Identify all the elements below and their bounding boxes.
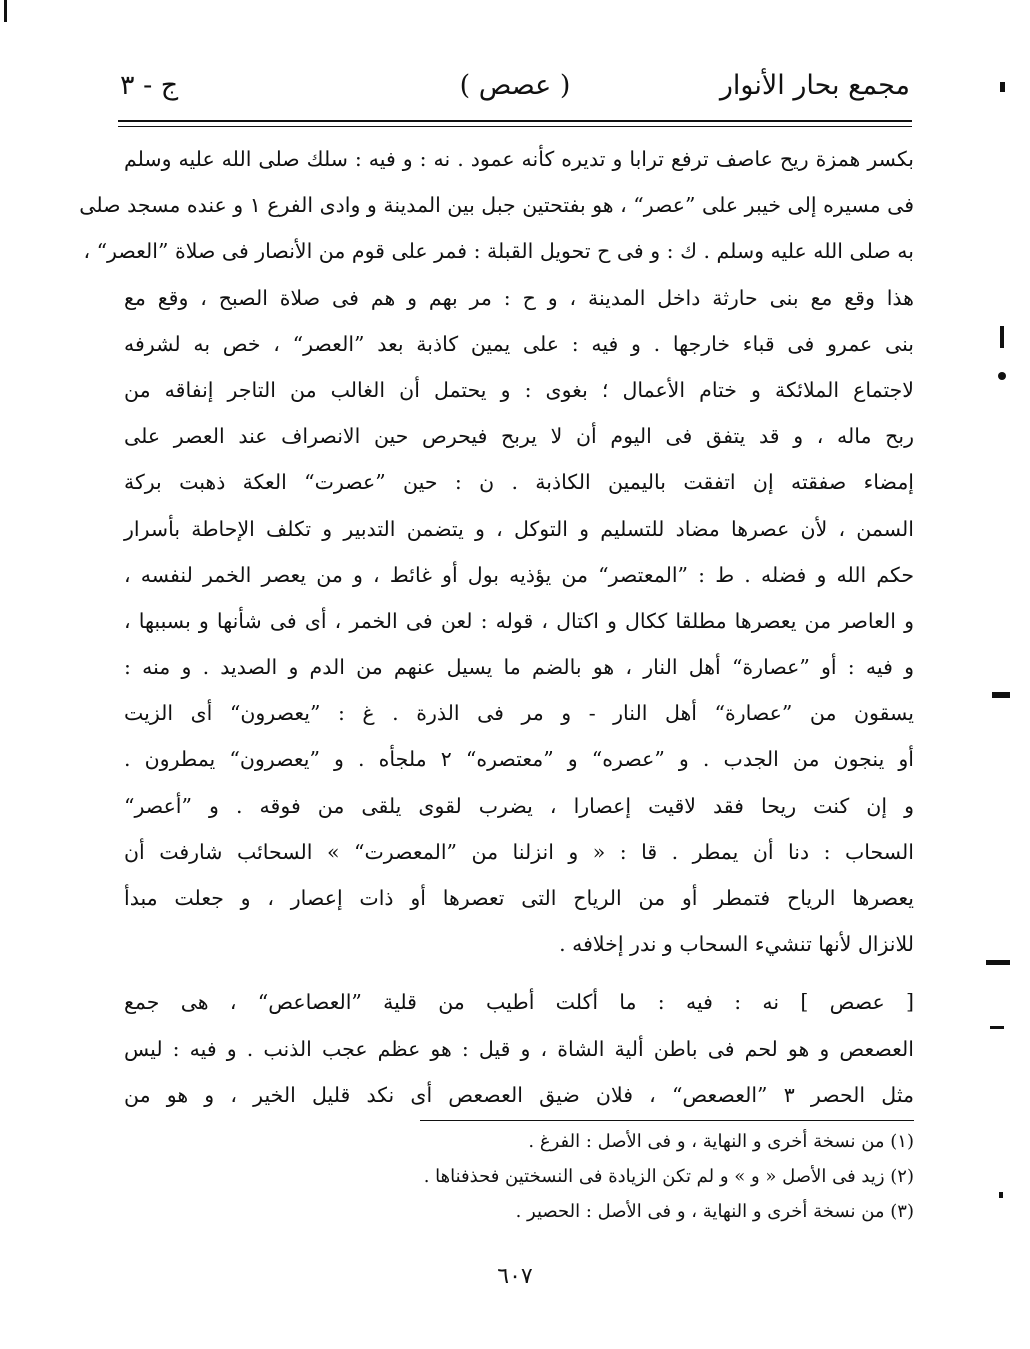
text-line: هذا وقع مع بنى حارثة داخل المدينة ، و ح : مر بهم و هم فى صلاة الصبح ، وقع مع [124, 285, 914, 310]
scan-edge-mark [1000, 82, 1005, 92]
scan-edge-mark [992, 692, 1010, 698]
text-line: بنى عمرو فى قباء خارجها . و فيه : على يمين كاذبة بعد ”العصر“ ، خص به لشرفه [124, 331, 914, 356]
entry-gap [124, 967, 914, 979]
entry-word-header: ( عصص ) [459, 70, 571, 101]
scan-edge-mark [990, 1026, 1004, 1029]
text-line: أو ينجون من الجدب . و ”عصره“ و ”معتصره“ ٢ ملجأه . و ”يعصرون“ يمطرون . [124, 747, 915, 772]
text-line: يعصرها الرياح فتمطر أو من الرياح التى تعصرها أو ذات إعصار ، و جعلت مبدأ [124, 886, 914, 910]
footnotes [414, 1124, 914, 1229]
text-line: به صلى الله عليه وسلم . ك : و فى ح تحويل القبلة : فمر على قوم من الأنصار فى صلاة ”العصر“ ، [83, 239, 914, 264]
text-line: بكسر همزة ريح عاصف ترفع ترابا و تديره كأنه عمود . نه : و فيه : سلك صلى الله عليه وسلم [124, 147, 914, 171]
main-text [79, 136, 915, 1118]
scan-edge-mark [999, 1192, 1003, 1198]
text-line: السحاب : دنا أن يمطر . قا : « و انزلنا من ”المعصرت“ » السحائب شارفت أن [124, 839, 914, 864]
entry-line: [ عصص ] نه : فيه : ما أكلت أطيب من قلية ”العصاعص“ ، هى جمع [124, 990, 914, 1015]
text-line: و فيه : أو ”عصارة“ أهل النار ، هو بالضم ما يسيل عنهم من الدم و الصديد . و منه : [124, 655, 914, 680]
entry-line: العصعص و هو لحم فى باطن ألية الشاة ، و قيل : هو عظم عجب الذنب . و فيه : ليس [124, 1036, 914, 1061]
text-line: إمضاء صفقته إن اتفقت باليمين الكاذبة . ن : حين ”عصرت“ العكة ذهبت بركة [124, 470, 914, 495]
scan-edge-mark [4, 0, 7, 22]
text-line: يسقون من ”عصارة“ أهل النار - و مر فى الذرة . غ : ”يعصرون“ أى الزيت [124, 701, 914, 726]
footnote-2: (٢) زيد فى الأصل « و » و لم تكن الزيادة فى النسختين فحذفناها . [423, 1166, 914, 1187]
text-line: ربح ماله ، و قد يتفق فى اليوم أن لا يربح فيحرص حين الانصراف عند العصر على [124, 424, 914, 449]
scan-edge-mark [986, 960, 1010, 965]
book-title: مجمع بحار الأنوار [719, 70, 910, 101]
text-line: فى مسيره إلى خيبر على ”عصر“ ، هو بفتحتين جبل بين المدينة و وادى الفرع ١ و عنده مسجد صلى [79, 193, 914, 218]
footnote-rule [420, 1120, 914, 1121]
scan-edge-mark [998, 372, 1006, 380]
footnote-1: (١) من نسخة أخرى و النهاية ، و فى الأصل : الفرغ . [528, 1131, 914, 1152]
scan-edge-mark [1000, 326, 1004, 348]
footnote-3: (٣) من نسخة أخرى و النهاية ، و فى الأصل : الحصير . [515, 1201, 914, 1222]
header-rule-thin [118, 126, 912, 127]
text-line: للانزال لأنها تنشيء السحاب و ندر إخلافه . [559, 932, 914, 957]
text-line: و العاصر من يعصرها مطلقا ككال و اكتال ، قوله : لعن فى الخمر ، أى فى شأنها و بسببها ، [124, 608, 914, 633]
running-header [120, 66, 910, 106]
header-rule-thick [118, 120, 912, 122]
text-line: لاجتماع الملائكة و ختام الأعمال ؛ بغوى : و يحتمل أن الغالب من التاجر إنفاقه من [124, 377, 914, 402]
page-number: ٦٠٧ [497, 1264, 533, 1289]
text-line: و إن كنت ريحا فقد لاقيت إعصارا ، يضرب لقوى يلقى من فوقه . و ”أعصر“ [124, 793, 914, 818]
text-line: حكم الله و فضله . ط : ”المعتصر“ من يؤذيه بول أو غائط ، و من يعصر الخمر لنفسه ، [124, 562, 914, 587]
text-line: السمن ، لأن عصرها مضاد للتسليم و التوكل ، و يتضمن التدبير و تكلف الإحاطة بأسرار [124, 516, 914, 541]
volume-number: ج - ٣ [120, 70, 179, 101]
entry-line: مثل الحصر ٣ ”العصعص“ ، فلان ضيق العصعص أى نكد قليل الخير ، و هو من [124, 1082, 914, 1107]
